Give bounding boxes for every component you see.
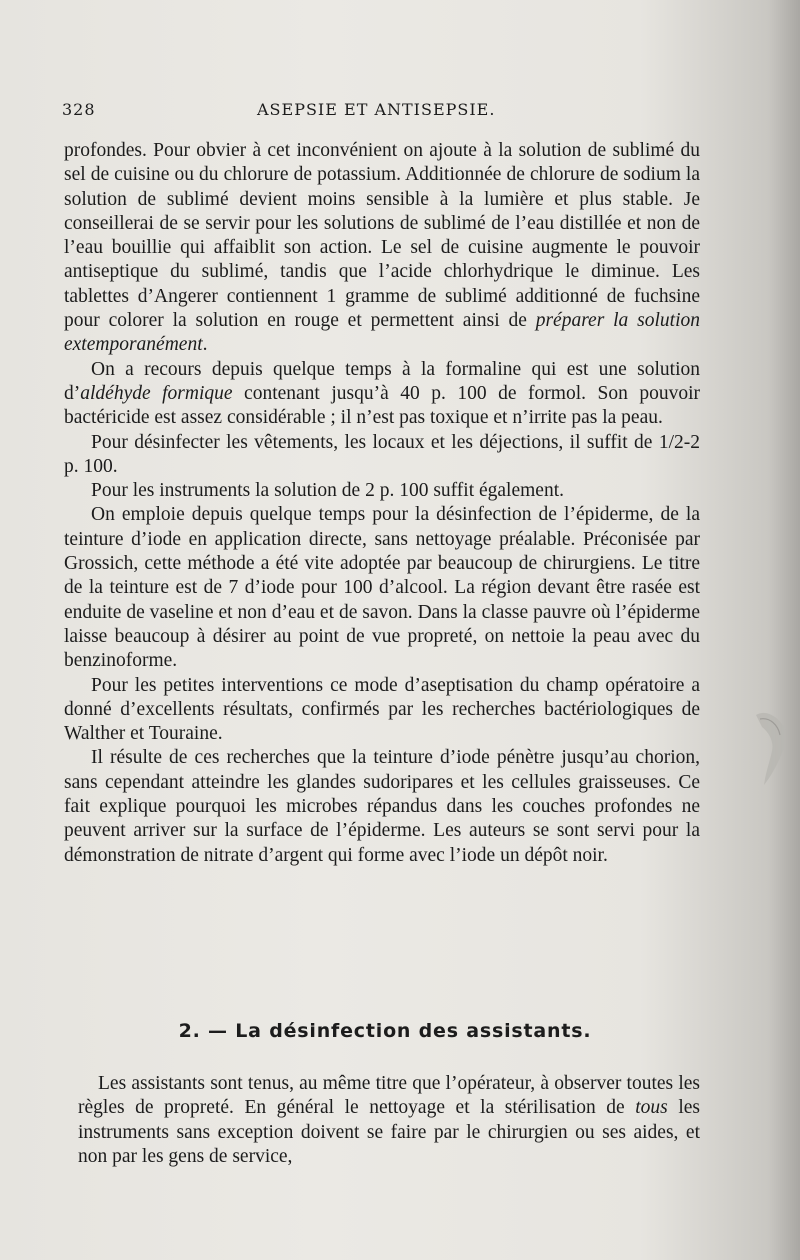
text-segment: les instruments sans exception doivent se faire par le chirurgien ou ses aides, et non par les gens de service, (78, 1097, 700, 1167)
body-text (64, 139, 700, 868)
text-segment: contenant jusqu’à 40 p. 100 de formol. Son pouvoir bactéricide est assez considérable ; il n’est pas toxique et n’irrite pas la peau. (64, 382, 700, 429)
text-segment: . (202, 334, 208, 356)
text-segment: Pour les petites interventions ce mode d’aseptisation du champ opératoire a donné d’excellents résultats, confirmés par les recherches bactériologiques de Walther et Touraine. (64, 674, 700, 745)
paragraph (64, 746, 700, 867)
text-segment: profondes. Pour obvier à cet inconvénient on ajoute à la solution de sublimé du sel de cuisine ou du chlorure de potassium. Additionnée de chlorure de sodium la solution de sublimé devient moins sensible à la lumière et plus stable. Je conseillerai de se servir pour les solutions de sublimé de l’eau distillée et non de l’eau bouillie qui affaiblit son action. Le sel de cuisine augmente le pouvoir antiseptique du sublimé, tandis que l’acide chlorhydrique le diminue. Les tablettes d’Angerer contiennent 1 gramme de sublimé additionné de fuchsine pour colorer la solution en rouge et permettent ainsi de (64, 140, 700, 332)
italic-text: tous (635, 1097, 668, 1119)
text-segment: On emploie depuis quelque temps pour la désinfection de l’épiderme, de la teinture d’iode en application directe, sans nettoyage préalable. Préconisée par Grossich, cette méthode a été vite adoptée par beaucoup de chirurgiens. Le titre de la teinture est de 7 d’iode pour 100 d’alcool. La région devant être rasée est enduite de vaseline et non d’eau et de savon. Dans la classe pauvre où l’épiderme laisse beaucoup à désirer au point de vue propreté, on nettoie la peau avec du benzinoforme. (64, 504, 700, 672)
paragraph (64, 431, 700, 480)
italic-text: aldéhyde formique (80, 382, 233, 404)
running-title: ASEPSIE ET ANTISEPSIE. (257, 100, 496, 119)
page-header (62, 100, 702, 128)
text-segment: Il résulte de ces recherches que la teinture d’iode pénètre jusqu’au chorion, sans cependant atteindre les glandes sudoripares et les cellules graisseuses. Ce fait explique pourquoi les microbes répandus dans les couches profondes ne peuvent arriver sur la surface de l’épiderme. Les auteurs se sont servi pour la démonstration de nitrate d’argent qui forme avec l’iode un dépôt noir. (64, 747, 700, 866)
paragraph (64, 139, 700, 358)
paragraph (64, 358, 700, 431)
section-title: 2. — La désinfection des assistants. (178, 1020, 592, 1042)
text-segment: Pour désinfecter les vêtements, les locaux et les déjections, il suffit de 1/2-2 p. 100. (64, 431, 700, 477)
paragraph (78, 1072, 700, 1169)
page-fold-mark-icon (752, 705, 792, 790)
text-segment: Les assistants sont tenus, au même titre que l’opérateur, à observer toutes les règles de propreté. En général le nettoyage et la stérilisation de (78, 1073, 700, 1119)
paragraph (64, 503, 700, 673)
page-number: 328 (62, 100, 96, 119)
text-segment: Pour les instruments la solution de 2 p. 100 suffit également. (91, 480, 564, 502)
section-body-text (78, 1072, 700, 1169)
italic-text: préparer la solution extemporanément (64, 310, 700, 356)
text-segment: On a recours depuis quelque temps à la formaline qui est une solution d’ (64, 358, 700, 404)
paragraph (64, 479, 700, 503)
paragraph (64, 674, 700, 747)
